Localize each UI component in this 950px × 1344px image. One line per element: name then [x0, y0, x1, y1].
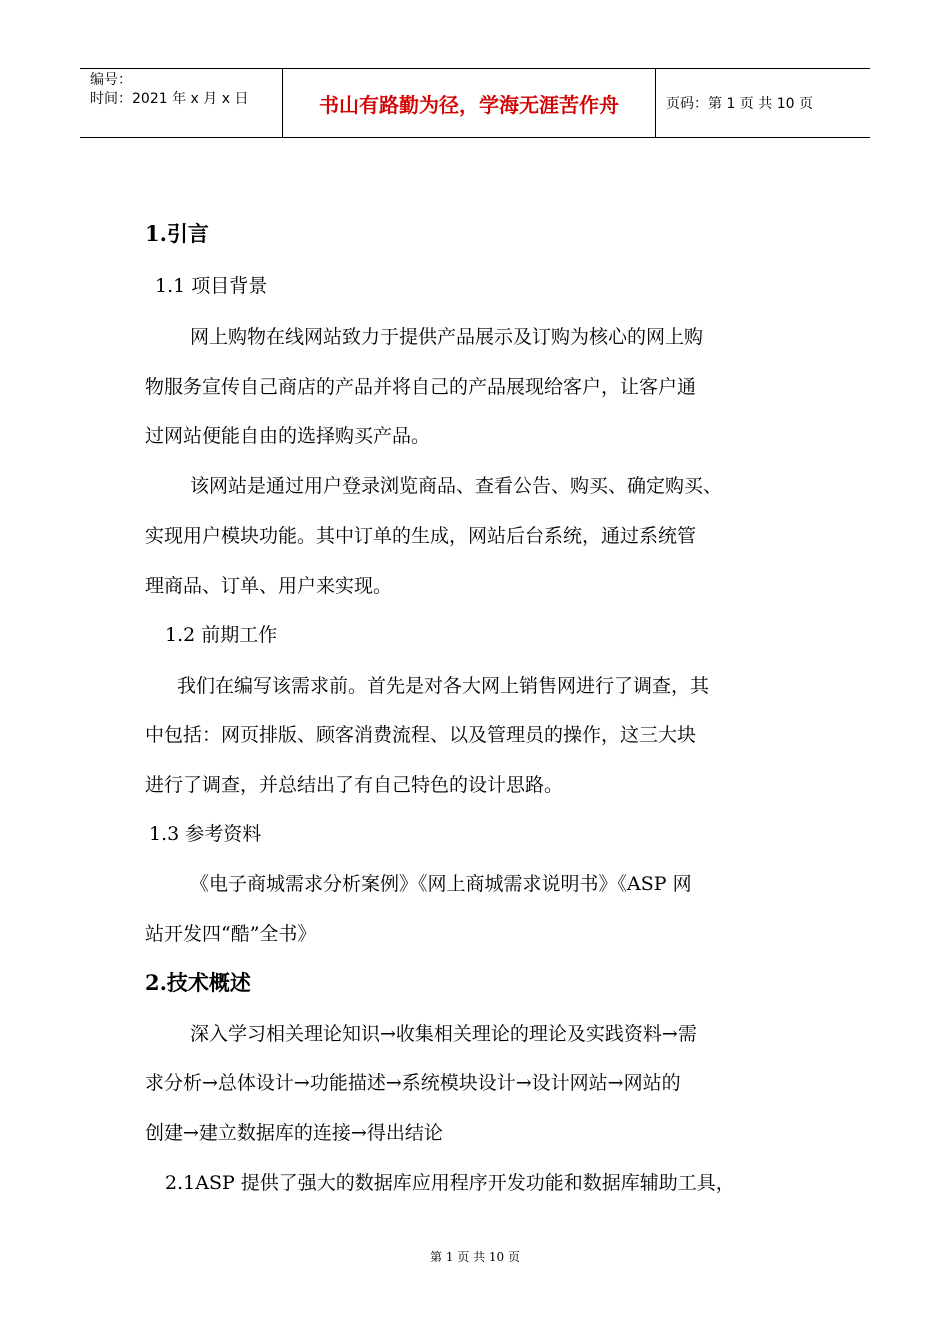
paragraph-line: 实现用户模块功能。其中订单的生成，网站后台系统，通过系统管 [145, 525, 697, 547]
subsection-heading-1-2: 1.2 前期工作 [165, 624, 278, 646]
paragraph-line: 《电子商城需求分析案例》《网上商城需求说明书》《ASP 网 [190, 873, 692, 895]
paragraph-line: 网上购物在线网站致力于提供产品展示及订购为核心的网上购 [190, 326, 704, 348]
header-page-cell [656, 69, 870, 137]
paragraph-line: 过网站便能自由的选择购买产品。 [145, 425, 431, 447]
paragraph-line: 理商品、订单、用户来实现。 [145, 575, 393, 597]
paragraph-line: 中包括：网页排版、顾客消费流程、以及管理员的操作，这三大块 [145, 724, 697, 746]
page-footer: 第 1 页 共 10 页 [430, 1250, 520, 1264]
document-header-table [80, 68, 870, 138]
paragraph-line: 站开发四“酷”全书》 [145, 923, 317, 945]
paragraph-line: 求分析→总体设计→功能描述→系统模块设计→设计网站→网站的 [145, 1072, 681, 1094]
header-motto-cell [283, 69, 656, 137]
subsection-heading-1-3: 1.3 参考资料 [149, 823, 262, 845]
paragraph-line: 进行了调查，并总结出了有自己特色的设计思路。 [145, 774, 564, 796]
header-motto: 书山有路勤为径，学海无涯苦作舟 [319, 92, 619, 117]
subsection-heading-1-1: 1.1 项目背景 [155, 275, 268, 297]
document-number-label: 编号： [90, 72, 132, 88]
header-meta-cell [80, 69, 283, 137]
document-time-label: 时间：2021 年 x 月 x 日 [90, 91, 249, 107]
section-heading-1: 1.引言 [145, 221, 209, 246]
paragraph-line: 创建→建立数据库的连接→得出结论 [145, 1122, 443, 1144]
section-heading-2: 2.技术概述 [145, 970, 251, 995]
paragraph-line: 深入学习相关理论知识→收集相关理论的理论及实践资料→需 [190, 1023, 697, 1045]
paragraph-line: 我们在编写该需求前。首先是对各大网上销售网进行了调查，其 [177, 675, 710, 697]
paragraph-line: 2.1ASP 提供了强大的数据库应用程序开发功能和数据库辅助工具， [165, 1172, 735, 1194]
paragraph-line: 该网站是通过用户登录浏览商品、查看公告、购买、确定购买、 [190, 475, 723, 497]
header-page-info: 页码：第 1 页 共 10 页 [666, 96, 813, 112]
paragraph-line: 物服务宣传自己商店的产品并将自己的产品展现给客户，让客户通 [145, 376, 697, 398]
